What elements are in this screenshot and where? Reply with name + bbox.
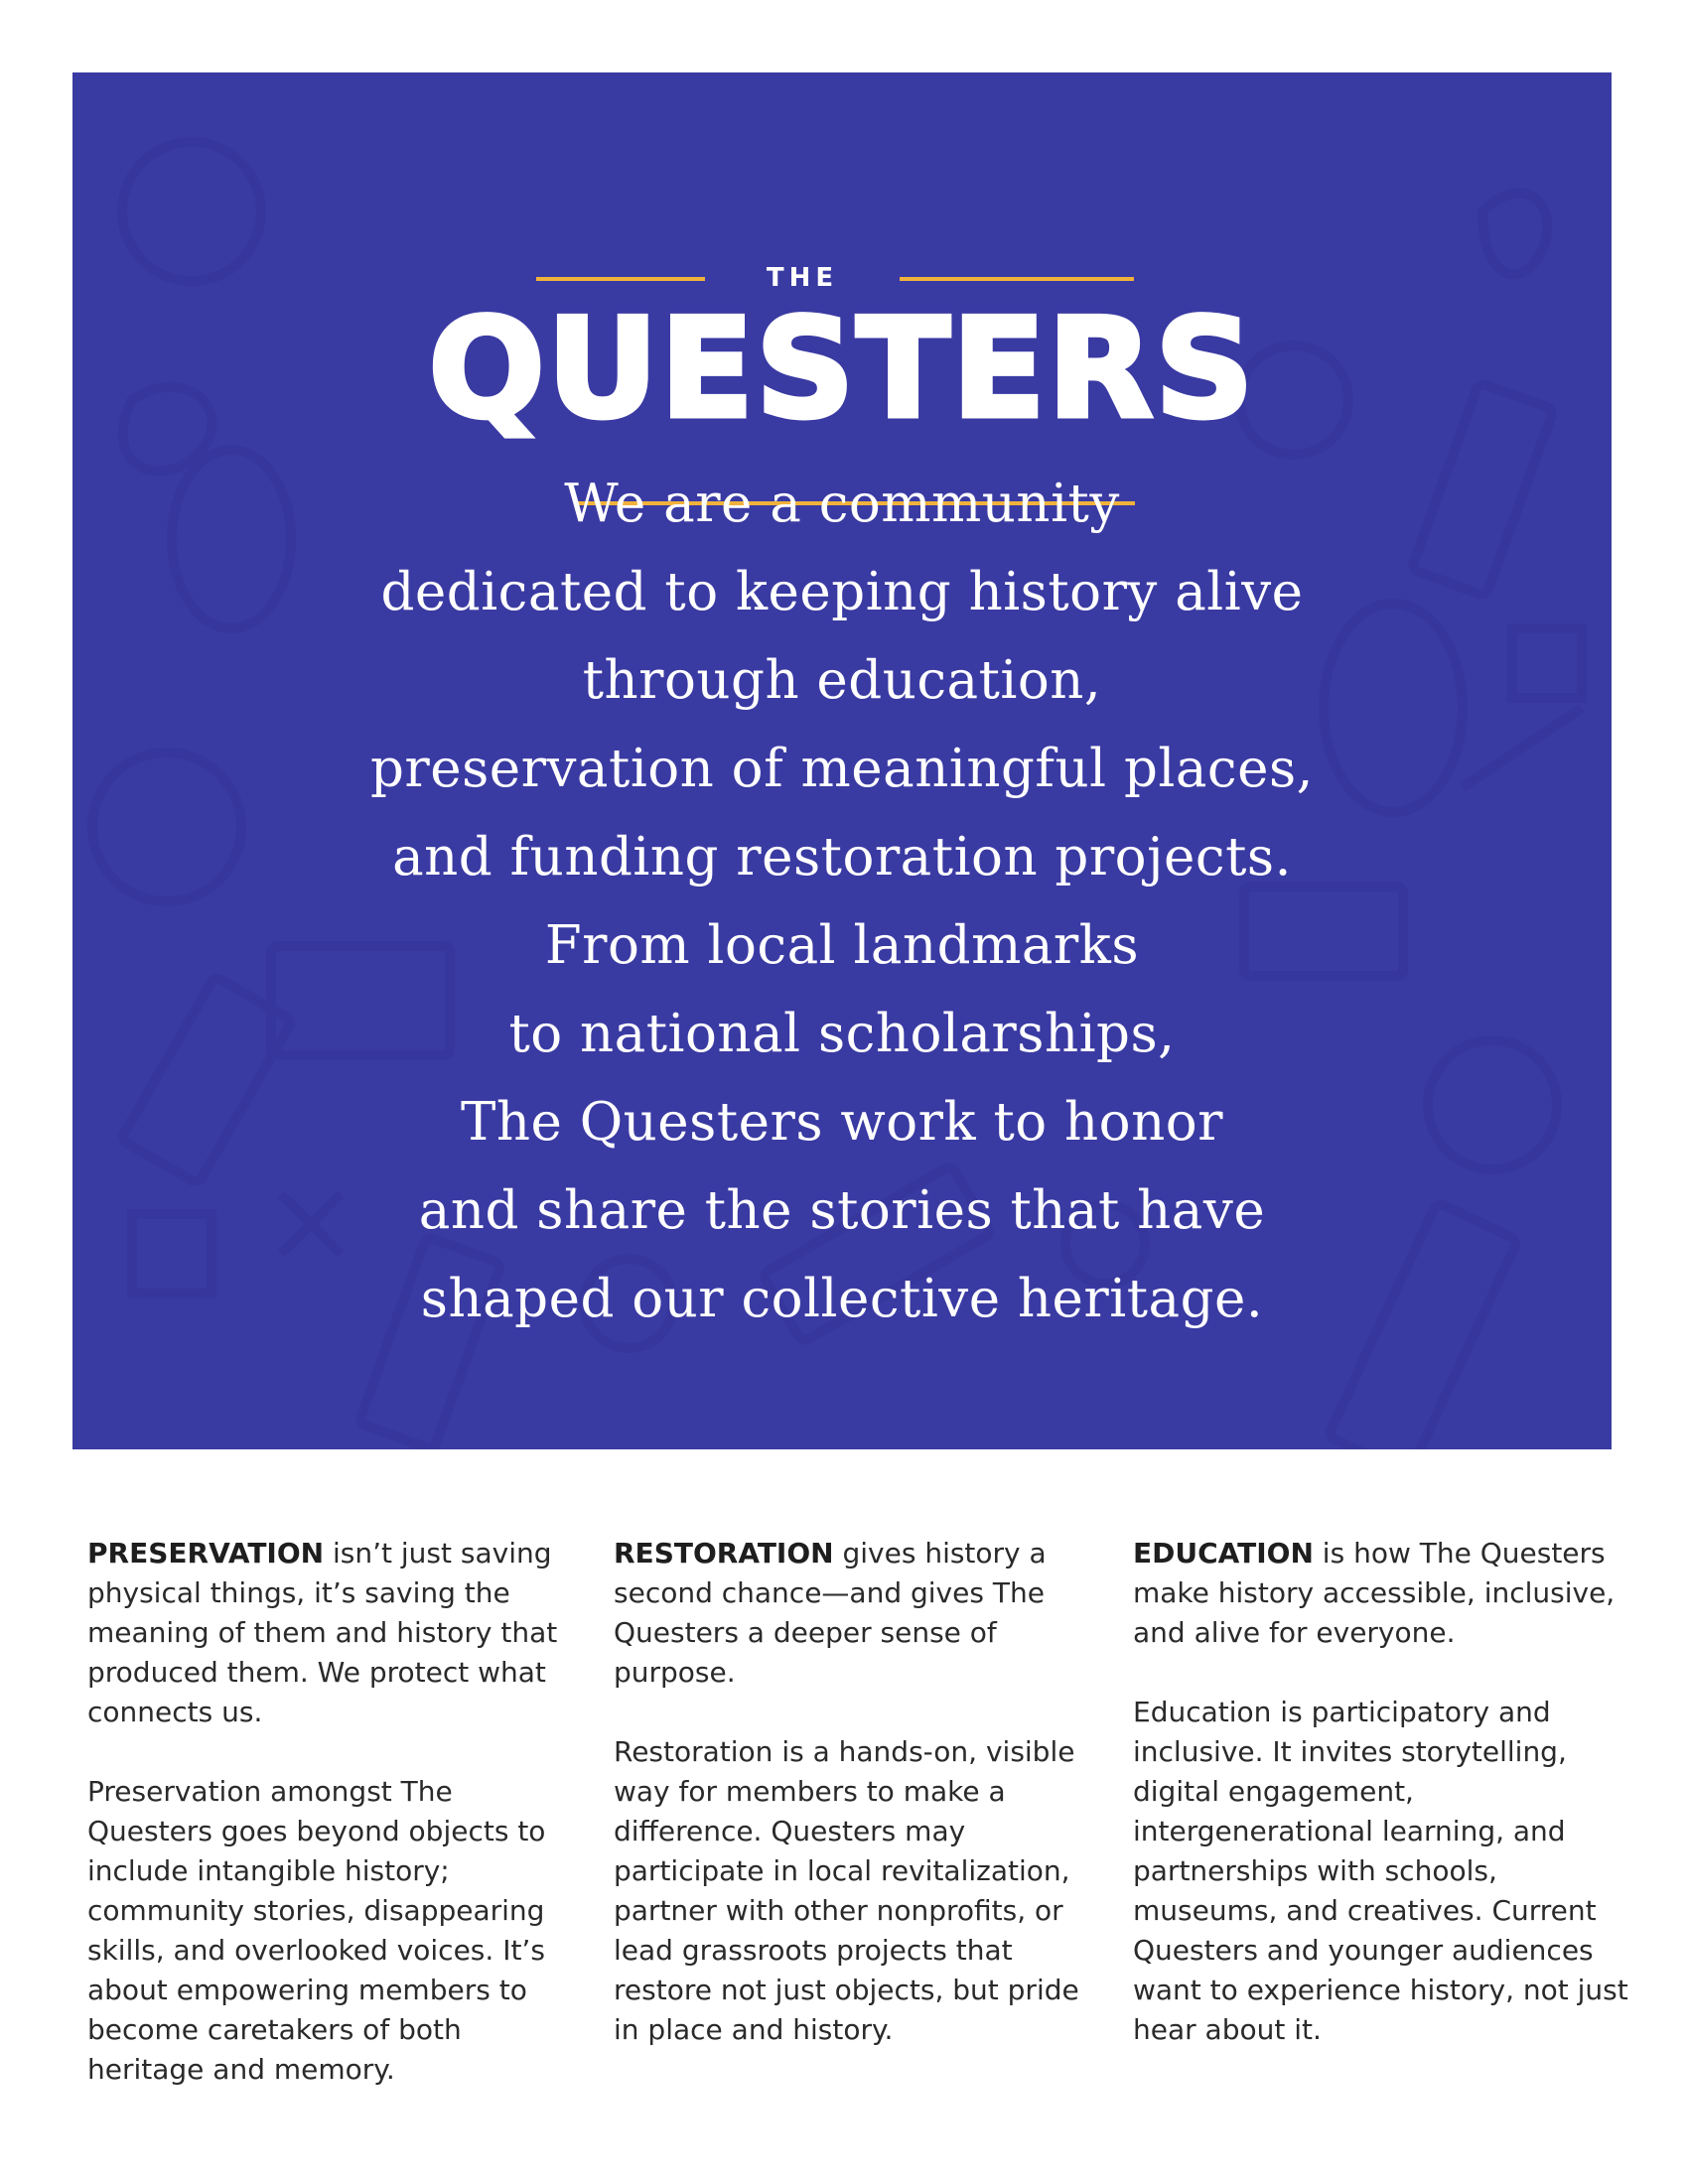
mission-line: and funding restoration projects. (392, 827, 1292, 887)
mission-line: and share the stories that have (418, 1180, 1266, 1241)
mission-line: shaped our collective heritage. (420, 1269, 1264, 1329)
restoration-intro-text: gives history a second chance—and gives The Questers a deeper sense of purpose. (614, 1537, 1047, 1689)
education-body: Education is participatory and inclusive. It invites storytelling, digital engagement, intergenerational learning, and partnerships with schools, museums, and creatives. Current Questers and younger audiences want to experience history, not just hear about it. (1133, 1696, 1628, 2046)
education-intro (1133, 1534, 1629, 1653)
preservation-heading: PRESERVATION (87, 1537, 325, 1570)
restoration-column (614, 1534, 1110, 2090)
restoration-heading: RESTORATION (614, 1537, 834, 1570)
mission-line: preservation of meaningful places, (369, 739, 1315, 799)
logo-wordmark: QUESTERS (428, 289, 1256, 449)
pillars-section (87, 1534, 1628, 2110)
education-intro-text: is how The Questers make history accessible, inclusive, and alive for everyone. (1133, 1537, 1616, 1649)
logo-the-text: THE (766, 263, 839, 293)
mission-line: dedicated to keeping history alive (380, 562, 1304, 622)
restoration-body: Restoration is a hands-on, visible way for members to make a difference. Questers may participate in local revitalization, partner with other nonprofits, or lead grassroots projects that restore not just objects, but pride in place and history. (614, 1735, 1079, 2046)
logo-rule-top-right (900, 277, 1134, 281)
preservation-intro (87, 1534, 584, 1732)
preservation-column (87, 1534, 584, 2129)
restoration-intro (614, 1534, 1110, 1693)
education-column (1133, 1534, 1629, 2090)
mission-line: to national scholarships, (508, 1004, 1176, 1064)
questers-logo (72, 192, 1612, 449)
hero-banner (72, 72, 1612, 1449)
preservation-body: Preservation amongst The Questers goes beyond objects to include intangible history; community stories, disappearing skills, and overlooked voices. It’s about empowering members to become caretakers of both heritage and memory. (87, 1775, 546, 2086)
mission-line: through education, (582, 650, 1102, 711)
mission-line: The Questers work to honor (461, 1092, 1223, 1153)
preservation-intro-text: isn’t just saving physical things, it’s saving the meaning of them and history that produced them. We protect what connects us. (87, 1537, 558, 1728)
mission-statement (72, 460, 1612, 1343)
logo-rule-top-left (536, 277, 705, 281)
education-heading: EDUCATION (1133, 1537, 1314, 1570)
mission-line: We are a community (564, 474, 1120, 534)
mission-line: From local landmarks (544, 915, 1140, 976)
